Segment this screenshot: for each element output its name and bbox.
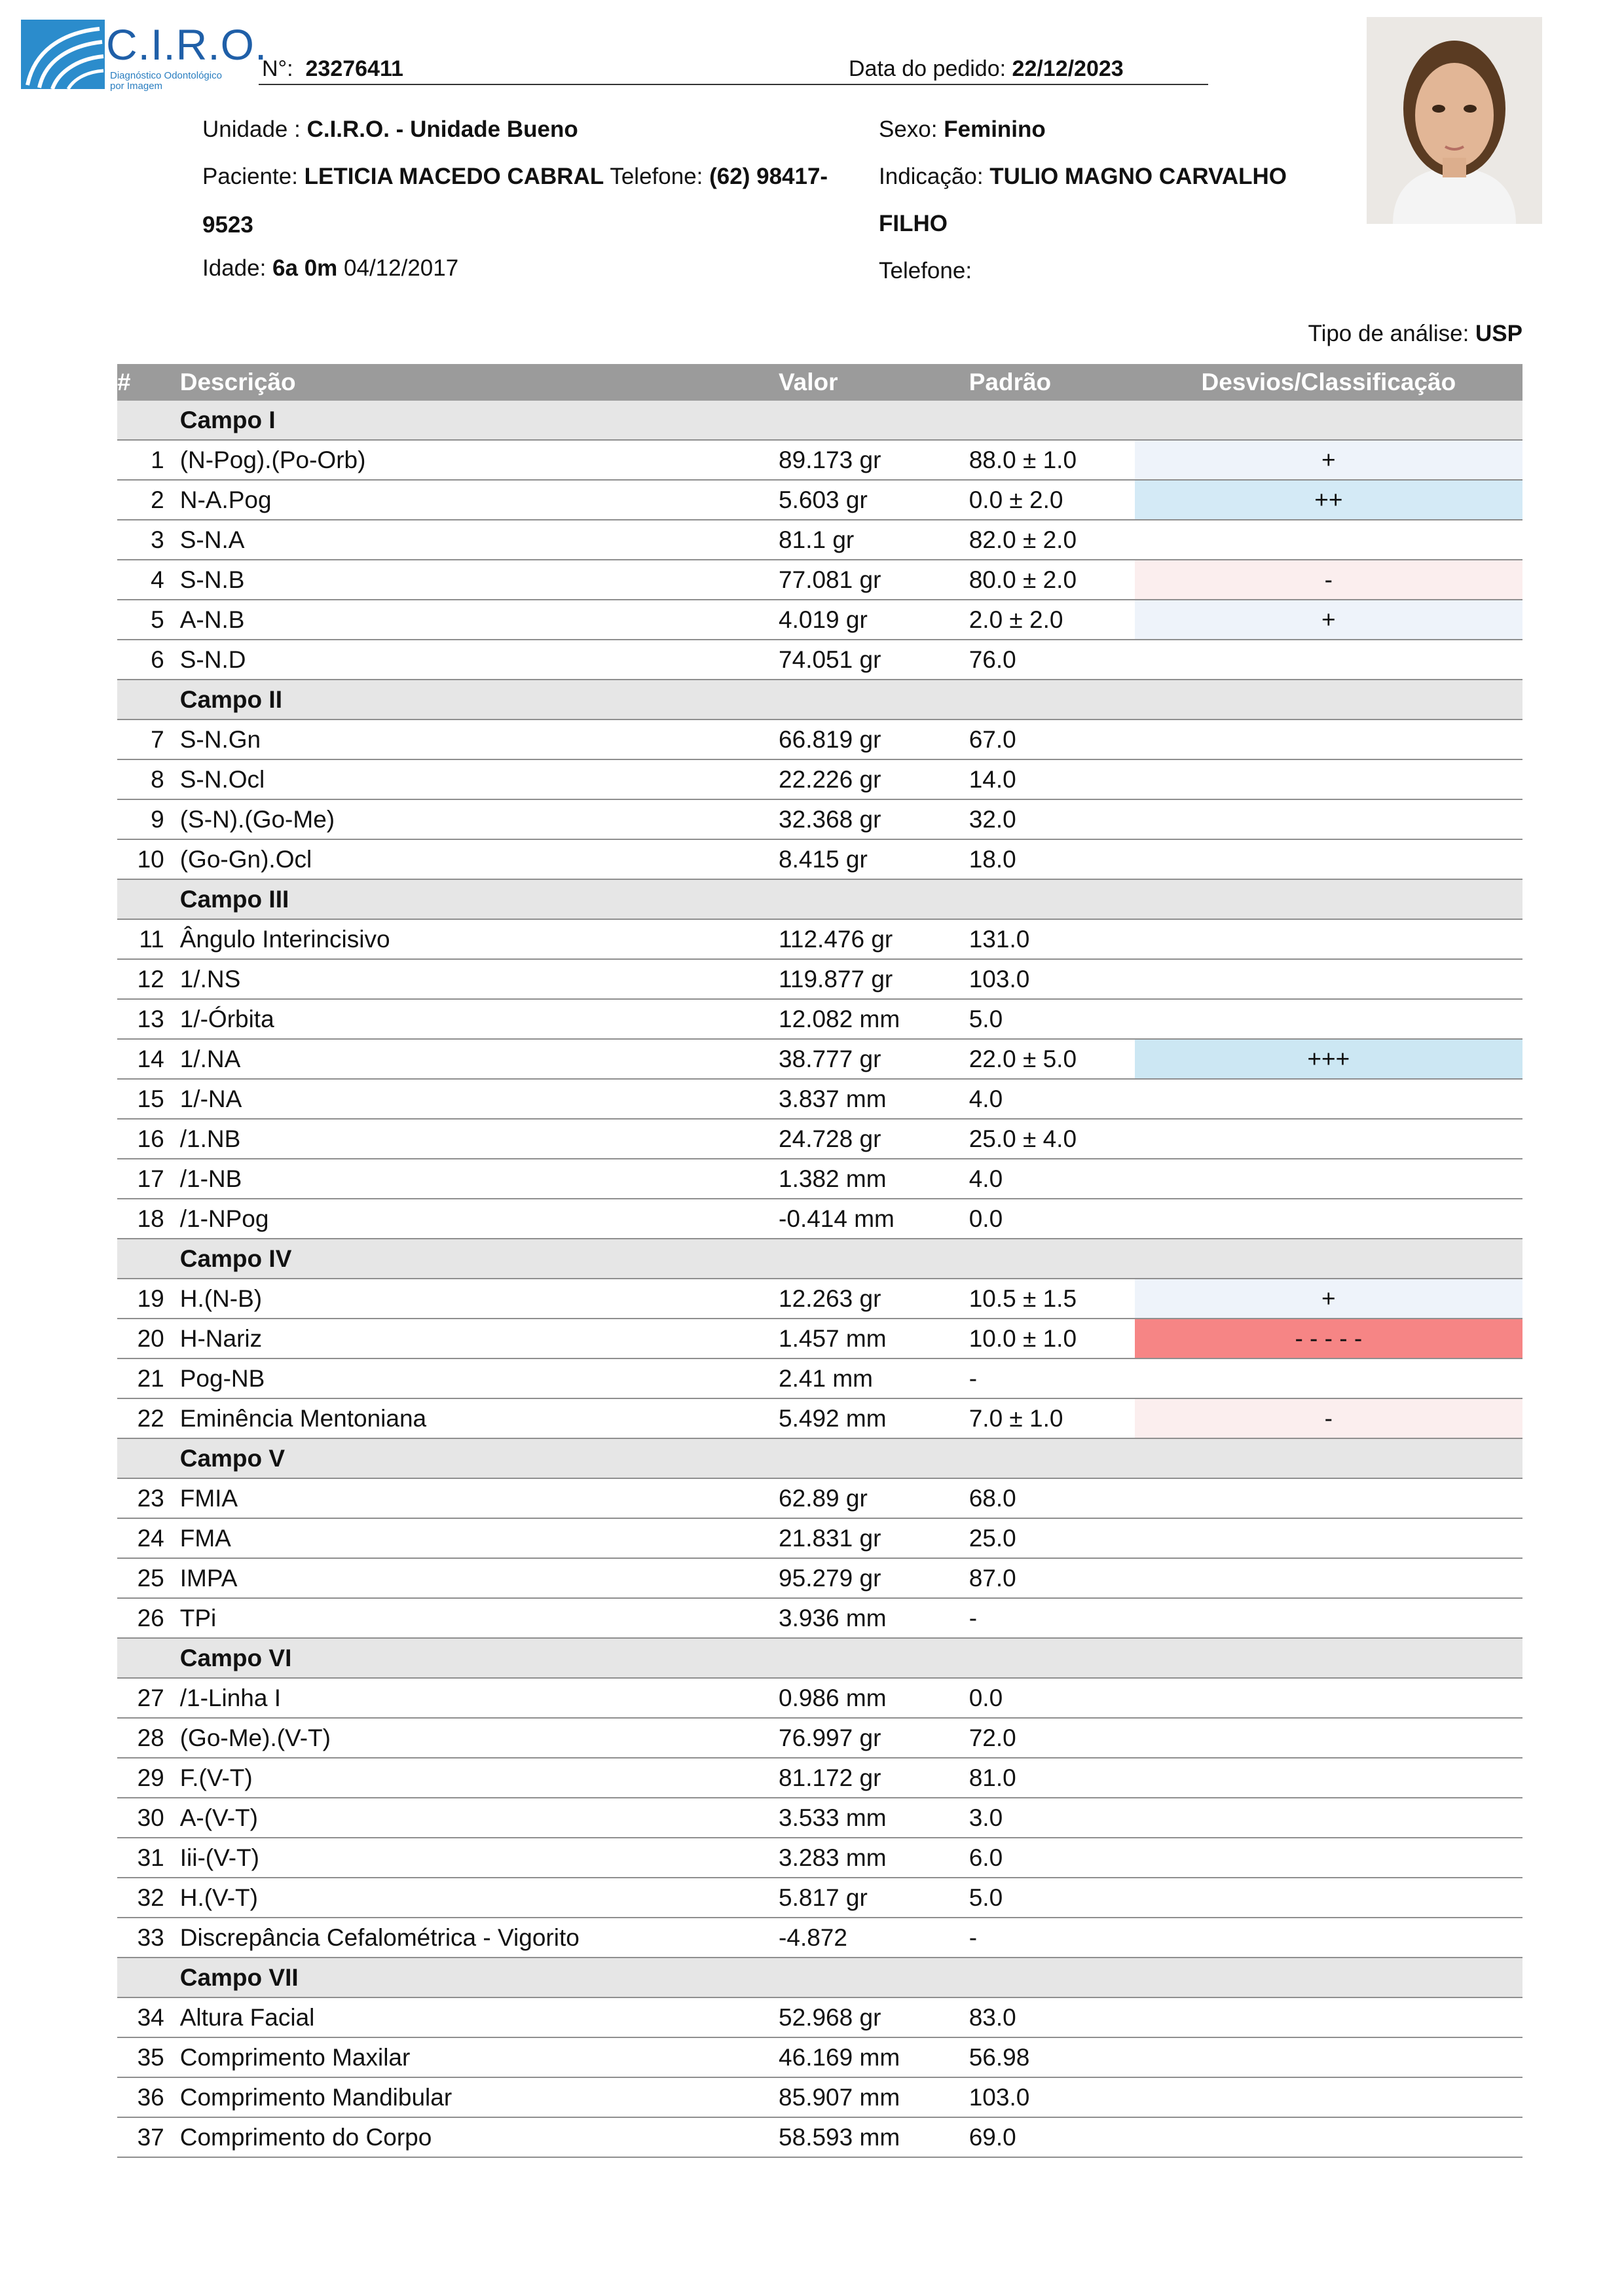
analysis-type-label: Tipo de análise: <box>1308 321 1469 346</box>
row-desvio <box>1135 520 1522 560</box>
ciro-logo <box>21 17 268 92</box>
row-descricao: /1-NPog <box>174 1199 779 1239</box>
table-row <box>117 1678 1522 1718</box>
row-desvio: + <box>1135 600 1522 640</box>
section-number-cell <box>117 680 174 720</box>
table-row <box>117 520 1522 560</box>
section-row <box>117 1958 1522 1997</box>
row-valor: 0.986 mm <box>779 1678 969 1718</box>
row-descricao: F.(V-T) <box>174 1758 779 1798</box>
cephalometric-table <box>117 364 1522 2158</box>
row-number: 31 <box>117 1838 174 1878</box>
row-valor: 62.89 gr <box>779 1478 969 1518</box>
row-valor: 21.831 gr <box>779 1518 969 1558</box>
patient-photo <box>1367 17 1542 224</box>
header-descricao: Descrição <box>174 364 779 401</box>
table-row <box>117 2117 1522 2157</box>
sexo-value: Feminino <box>944 117 1046 142</box>
table-row <box>117 1798 1522 1838</box>
row-desvio <box>1135 1478 1522 1518</box>
row-desvio <box>1135 2117 1522 2157</box>
section-number-cell <box>117 879 174 919</box>
row-valor: 81.1 gr <box>779 520 969 560</box>
row-desvio <box>1135 1558 1522 1598</box>
table-body <box>117 401 1522 2157</box>
row-descricao: S-N.Ocl <box>174 759 779 799</box>
row-descricao: Comprimento do Corpo <box>174 2117 779 2157</box>
section-title: Campo II <box>174 680 1522 720</box>
telefone2-row <box>879 258 972 284</box>
row-number: 5 <box>117 600 174 640</box>
row-desvio <box>1135 839 1522 879</box>
row-padrao: 81.0 <box>969 1758 1135 1798</box>
row-descricao: (Go-Gn).Ocl <box>174 839 779 879</box>
row-descricao: H.(N-B) <box>174 1279 779 1319</box>
row-desvio <box>1135 720 1522 759</box>
table-row <box>117 1758 1522 1798</box>
telefone-value-part2: 9523 <box>202 212 253 238</box>
telefone2-label: Telefone: <box>879 258 972 283</box>
row-number: 16 <box>117 1119 174 1159</box>
row-valor: 8.415 gr <box>779 839 969 879</box>
section-row <box>117 680 1522 720</box>
row-padrao: 67.0 <box>969 720 1135 759</box>
row-padrao: 69.0 <box>969 2117 1135 2157</box>
row-number: 19 <box>117 1279 174 1319</box>
row-descricao: IMPA <box>174 1558 779 1598</box>
table-row <box>117 1119 1522 1159</box>
row-padrao: 83.0 <box>969 1997 1135 2037</box>
row-descricao: FMA <box>174 1518 779 1558</box>
row-padrao: 25.0 <box>969 1518 1135 1558</box>
row-padrao: 18.0 <box>969 839 1135 879</box>
row-padrao: 76.0 <box>969 640 1135 680</box>
row-valor: 38.777 gr <box>779 1039 969 1079</box>
table-header-row <box>117 364 1522 401</box>
sexo-row <box>879 117 1046 143</box>
row-number: 6 <box>117 640 174 680</box>
row-number: 15 <box>117 1079 174 1119</box>
row-desvio <box>1135 1678 1522 1718</box>
table-row <box>117 999 1522 1039</box>
row-padrao: 2.0 ± 2.0 <box>969 600 1135 640</box>
unidade-row <box>202 117 578 143</box>
indicacao-value-line2: FILHO <box>879 211 948 236</box>
row-desvio <box>1135 799 1522 839</box>
analysis-type <box>1308 321 1522 347</box>
row-valor: 52.968 gr <box>779 1997 969 2037</box>
telefone-value-part1: (62) 98417- <box>709 164 828 189</box>
row-number: 23 <box>117 1478 174 1518</box>
section-number-cell <box>117 1239 174 1279</box>
patient-portrait-icon <box>1367 17 1542 224</box>
row-descricao: H.(V-T) <box>174 1878 779 1918</box>
row-padrao: 25.0 ± 4.0 <box>969 1119 1135 1159</box>
row-valor: 81.172 gr <box>779 1758 969 1798</box>
row-padrao: 80.0 ± 2.0 <box>969 560 1135 600</box>
row-padrao: - <box>969 1598 1135 1638</box>
header-desvios: Desvios/Classificação <box>1135 364 1522 401</box>
table-row <box>117 839 1522 879</box>
row-padrao: 14.0 <box>969 759 1135 799</box>
row-descricao: (N-Pog).(Po-Orb) <box>174 440 779 480</box>
row-number: 37 <box>117 2117 174 2157</box>
unidade-label: Unidade : <box>202 117 301 142</box>
row-number: 8 <box>117 759 174 799</box>
table-row <box>117 1997 1522 2037</box>
row-valor: 5.492 mm <box>779 1398 969 1438</box>
row-desvio <box>1135 959 1522 999</box>
header-divider <box>259 84 1208 85</box>
paciente-value: LETICIA MACEDO CABRAL <box>304 164 604 189</box>
row-valor: 22.226 gr <box>779 759 969 799</box>
row-number: 33 <box>117 1918 174 1958</box>
row-descricao: 1/.NS <box>174 959 779 999</box>
row-descricao: TPi <box>174 1598 779 1638</box>
row-desvio <box>1135 1159 1522 1199</box>
row-desvio <box>1135 1758 1522 1798</box>
indicacao-value-line1: TULIO MAGNO CARVALHO <box>989 164 1287 189</box>
header-valor: Valor <box>779 364 969 401</box>
section-number-cell <box>117 401 174 440</box>
row-valor: 3.936 mm <box>779 1598 969 1638</box>
section-row <box>117 1239 1522 1279</box>
row-valor: 95.279 gr <box>779 1558 969 1598</box>
section-title: Campo V <box>174 1438 1522 1478</box>
row-number: 9 <box>117 799 174 839</box>
row-number: 14 <box>117 1039 174 1079</box>
table-row <box>117 1518 1522 1558</box>
table-row <box>117 919 1522 959</box>
row-number: 35 <box>117 2037 174 2077</box>
row-desvio <box>1135 1798 1522 1838</box>
logo-waves-icon <box>21 20 105 89</box>
row-descricao: S-N.B <box>174 560 779 600</box>
data-pedido-row <box>849 56 1124 82</box>
row-number: 29 <box>117 1758 174 1798</box>
row-descricao: Comprimento Maxilar <box>174 2037 779 2077</box>
row-descricao: Comprimento Mandibular <box>174 2077 779 2117</box>
table-row <box>117 560 1522 600</box>
table-row <box>117 1838 1522 1878</box>
table-row <box>117 1478 1522 1518</box>
row-number: 32 <box>117 1878 174 1918</box>
logo-subtitle: Diagnóstico Odontológico por Imagem <box>110 70 222 92</box>
row-number: 25 <box>117 1558 174 1598</box>
row-valor: 5.817 gr <box>779 1878 969 1918</box>
section-title: Campo IV <box>174 1239 1522 1279</box>
table-row <box>117 1358 1522 1398</box>
row-valor: 3.533 mm <box>779 1798 969 1838</box>
row-descricao: (S-N).(Go-Me) <box>174 799 779 839</box>
idade-value: 6a 0m <box>272 255 338 281</box>
row-padrao: 68.0 <box>969 1478 1135 1518</box>
row-desvio <box>1135 999 1522 1039</box>
row-desvio <box>1135 1997 1522 2037</box>
row-descricao: Pog-NB <box>174 1358 779 1398</box>
row-padrao: 72.0 <box>969 1718 1135 1758</box>
row-valor: 1.382 mm <box>779 1159 969 1199</box>
row-valor: 112.476 gr <box>779 919 969 959</box>
row-number: 1 <box>117 440 174 480</box>
row-descricao: FMIA <box>174 1478 779 1518</box>
row-desvio <box>1135 1838 1522 1878</box>
row-descricao: (Go-Me).(V-T) <box>174 1718 779 1758</box>
section-row <box>117 401 1522 440</box>
header-number: # <box>117 364 174 401</box>
row-valor: 76.997 gr <box>779 1718 969 1758</box>
table-row <box>117 1718 1522 1758</box>
row-padrao: 5.0 <box>969 999 1135 1039</box>
row-number: 12 <box>117 959 174 999</box>
row-number: 2 <box>117 480 174 520</box>
row-valor: 74.051 gr <box>779 640 969 680</box>
table-row <box>117 2037 1522 2077</box>
row-desvio <box>1135 1878 1522 1918</box>
row-valor: 66.819 gr <box>779 720 969 759</box>
row-number: 26 <box>117 1598 174 1638</box>
row-number: 30 <box>117 1798 174 1838</box>
row-number: 17 <box>117 1159 174 1199</box>
section-title: Campo III <box>174 879 1522 919</box>
row-padrao: 0.0 <box>969 1678 1135 1718</box>
row-padrao: 82.0 ± 2.0 <box>969 520 1135 560</box>
row-desvio <box>1135 1358 1522 1398</box>
indicacao-row <box>879 164 1287 190</box>
idade-row <box>202 255 458 282</box>
row-desvio <box>1135 1598 1522 1638</box>
table-row <box>117 1159 1522 1199</box>
table-row <box>117 1079 1522 1119</box>
row-valor: -0.414 mm <box>779 1199 969 1239</box>
table-row <box>117 1398 1522 1438</box>
section-title: Campo VII <box>174 1958 1522 1997</box>
row-descricao: S-N.D <box>174 640 779 680</box>
paciente-label: Paciente: <box>202 164 298 189</box>
row-number: 3 <box>117 520 174 560</box>
row-number: 18 <box>117 1199 174 1239</box>
analysis-type-value: USP <box>1475 321 1522 346</box>
row-padrao: 87.0 <box>969 1558 1135 1598</box>
table-row <box>117 1319 1522 1358</box>
row-desvio <box>1135 1119 1522 1159</box>
idade-label: Idade: <box>202 255 267 281</box>
table-row <box>117 480 1522 520</box>
row-valor: 3.283 mm <box>779 1838 969 1878</box>
section-row <box>117 879 1522 919</box>
indicacao-label: Indicação: <box>879 164 984 189</box>
row-desvio <box>1135 2037 1522 2077</box>
row-desvio <box>1135 1199 1522 1239</box>
row-padrao: - <box>969 1358 1135 1398</box>
row-number: 7 <box>117 720 174 759</box>
row-padrao: 131.0 <box>969 919 1135 959</box>
row-number: 34 <box>117 1997 174 2037</box>
row-desvio <box>1135 759 1522 799</box>
table-row <box>117 640 1522 680</box>
header-padrao: Padrão <box>969 364 1135 401</box>
section-number-cell <box>117 1438 174 1478</box>
row-desvio <box>1135 1718 1522 1758</box>
row-desvio: + <box>1135 440 1522 480</box>
table-row <box>117 2077 1522 2117</box>
numero-label: N°: <box>262 56 293 81</box>
row-desvio <box>1135 640 1522 680</box>
row-descricao: 1/-NA <box>174 1079 779 1119</box>
row-descricao: N-A.Pog <box>174 480 779 520</box>
row-number: 24 <box>117 1518 174 1558</box>
table-row <box>117 799 1522 839</box>
row-desvio: +++ <box>1135 1039 1522 1079</box>
row-padrao: 88.0 ± 1.0 <box>969 440 1135 480</box>
row-valor: 12.082 mm <box>779 999 969 1039</box>
birth-date: 04/12/2017 <box>344 255 459 281</box>
section-row <box>117 1638 1522 1678</box>
row-desvio <box>1135 919 1522 959</box>
row-padrao: 3.0 <box>969 1798 1135 1838</box>
row-valor: 46.169 mm <box>779 2037 969 2077</box>
row-number: 27 <box>117 1678 174 1718</box>
row-descricao: H-Nariz <box>174 1319 779 1358</box>
row-descricao: A-N.B <box>174 600 779 640</box>
indicacao-continuation <box>879 211 948 237</box>
row-number: 28 <box>117 1718 174 1758</box>
table-row <box>117 1039 1522 1079</box>
row-padrao: 0.0 ± 2.0 <box>969 480 1135 520</box>
row-valor: 89.173 gr <box>779 440 969 480</box>
row-descricao: S-N.A <box>174 520 779 560</box>
section-title: Campo VI <box>174 1638 1522 1678</box>
row-valor: 85.907 mm <box>779 2077 969 2117</box>
row-padrao: 103.0 <box>969 2077 1135 2117</box>
row-padrao: 56.98 <box>969 2037 1135 2077</box>
row-padrao: 6.0 <box>969 1838 1135 1878</box>
row-valor: 5.603 gr <box>779 480 969 520</box>
row-padrao: 4.0 <box>969 1159 1135 1199</box>
row-number: 4 <box>117 560 174 600</box>
row-number: 20 <box>117 1319 174 1358</box>
row-valor: 1.457 mm <box>779 1319 969 1358</box>
row-descricao: Ângulo Interincisivo <box>174 919 779 959</box>
row-descricao: A-(V-T) <box>174 1798 779 1838</box>
row-desvio: + <box>1135 1279 1522 1319</box>
row-descricao: S-N.Gn <box>174 720 779 759</box>
row-valor: 12.263 gr <box>779 1279 969 1319</box>
row-descricao: 1/-Órbita <box>174 999 779 1039</box>
row-padrao: 22.0 ± 5.0 <box>969 1039 1135 1079</box>
row-number: 21 <box>117 1358 174 1398</box>
row-valor: 58.593 mm <box>779 2117 969 2157</box>
logo-name: C.I.R.O. <box>106 20 268 69</box>
row-valor: 77.081 gr <box>779 560 969 600</box>
row-padrao: 0.0 <box>969 1199 1135 1239</box>
sexo-label: Sexo: <box>879 117 938 142</box>
row-number: 11 <box>117 919 174 959</box>
row-descricao: Discrepância Cefalométrica - Vigorito <box>174 1918 779 1958</box>
row-number: 10 <box>117 839 174 879</box>
data-pedido-value: 22/12/2023 <box>1012 56 1124 81</box>
row-padrao: 10.0 ± 1.0 <box>969 1319 1135 1358</box>
table-row <box>117 1878 1522 1918</box>
row-descricao: /1-NB <box>174 1159 779 1199</box>
table-row <box>117 1598 1522 1638</box>
row-padrao: 5.0 <box>969 1878 1135 1918</box>
row-descricao: /1-Linha I <box>174 1678 779 1718</box>
row-desvio <box>1135 2077 1522 2117</box>
row-valor: 3.837 mm <box>779 1079 969 1119</box>
numero-row <box>262 56 403 82</box>
row-valor: 4.019 gr <box>779 600 969 640</box>
table-row <box>117 959 1522 999</box>
row-padrao: 7.0 ± 1.0 <box>969 1398 1135 1438</box>
row-number: 22 <box>117 1398 174 1438</box>
table-row <box>117 440 1522 480</box>
row-desvio: - <box>1135 560 1522 600</box>
table-row <box>117 759 1522 799</box>
unidade-value: C.I.R.O. - Unidade Bueno <box>306 117 578 142</box>
row-descricao: 1/.NA <box>174 1039 779 1079</box>
row-valor: 2.41 mm <box>779 1358 969 1398</box>
row-padrao: - <box>969 1918 1135 1958</box>
section-number-cell <box>117 1638 174 1678</box>
table-row <box>117 1279 1522 1319</box>
section-row <box>117 1438 1522 1478</box>
row-descricao: Altura Facial <box>174 1997 779 2037</box>
row-desvio: ++ <box>1135 480 1522 520</box>
row-valor: 32.368 gr <box>779 799 969 839</box>
row-valor: 24.728 gr <box>779 1119 969 1159</box>
data-pedido-label: Data do pedido: <box>849 56 1006 81</box>
section-title: Campo I <box>174 401 1522 440</box>
row-descricao: Iii-(V-T) <box>174 1838 779 1878</box>
table-row <box>117 600 1522 640</box>
table-row <box>117 1199 1522 1239</box>
row-number: 36 <box>117 2077 174 2117</box>
table-row <box>117 1918 1522 1958</box>
row-padrao: 4.0 <box>969 1079 1135 1119</box>
table-row <box>117 720 1522 759</box>
row-padrao: 10.5 ± 1.5 <box>969 1279 1135 1319</box>
row-desvio: - <box>1135 1398 1522 1438</box>
row-desvio <box>1135 1079 1522 1119</box>
row-padrao: 32.0 <box>969 799 1135 839</box>
row-number: 13 <box>117 999 174 1039</box>
numero-value: 23276411 <box>305 56 403 81</box>
telefone-label: Telefone: <box>610 164 703 189</box>
table-row <box>117 1558 1522 1598</box>
row-desvio: - - - - - <box>1135 1319 1522 1358</box>
row-descricao: /1.NB <box>174 1119 779 1159</box>
row-desvio <box>1135 1918 1522 1958</box>
paciente-row <box>202 164 828 190</box>
telefone-continuation <box>202 212 253 238</box>
row-desvio <box>1135 1518 1522 1558</box>
section-number-cell <box>117 1958 174 1997</box>
row-valor: -4.872 <box>779 1918 969 1958</box>
row-descricao: Eminência Mentoniana <box>174 1398 779 1438</box>
row-padrao: 103.0 <box>969 959 1135 999</box>
row-valor: 119.877 gr <box>779 959 969 999</box>
